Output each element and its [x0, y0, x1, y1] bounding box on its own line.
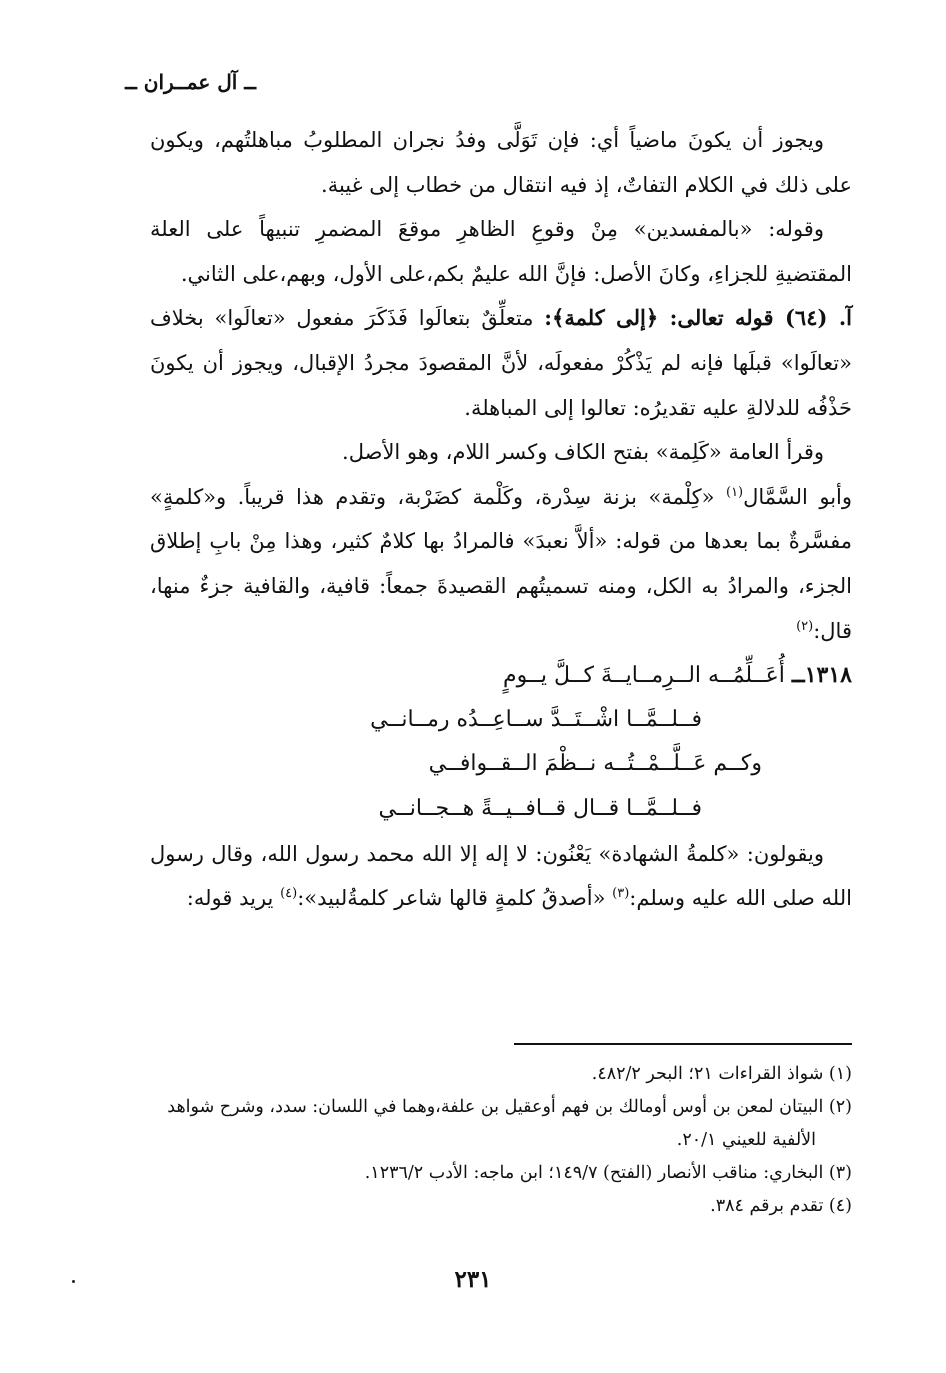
footnote: (٤) تقدم برقم ٣٨٤. — [710, 1196, 852, 1216]
footnote: (١) شواذ القراءات ٢١؛ البحر ٤٨٢/٢. — [591, 1064, 852, 1084]
footnote-ref: (١) — [725, 484, 744, 500]
main-text — [150, 118, 852, 921]
footnote-ref: (٣) — [612, 886, 630, 902]
paragraph — [150, 475, 852, 653]
verse-commentary-paragraph — [150, 296, 852, 430]
scan-speck — [72, 1280, 75, 1283]
poem-line — [150, 742, 852, 787]
paragraph-text: «كِلْمة» بزنة سِدْرة، وكَلْمة كضَرْبة، وتقدم هذا قريباً. و«كلمةٍ» مفسَّرةٌ بما بعدها من قوله: «ألاَّ نعبدَ» فالمرادُ بها كلامٌ كثير، وهذا مِنْ بابِ إطلاق الجزء، والمرادُ به الكل، ومنه تسميتُهم القصيدةَ جمعاً: قافية، والقافية جزءٌ منها، قال: — [150, 484, 852, 643]
verse-heading: آ. (٦٤) قوله تعالى: ﴿إلى كلمة﴾: — [544, 305, 852, 331]
poem-number: ١٣١٨ــ — [791, 662, 852, 689]
footnote: (٣) البخاري: مناقب الأنصار (الفتح) ١٤٩/٧؛ ابن ماجه: الأدب ١٢٣٦/٢. — [364, 1163, 852, 1183]
paragraph-text: متعلِّقٌ بتعالَوا فَذَكَرَ مفعول «تعالَوا» بخلاف «تعالَوا» قبلَها فإنه لم يَذْكُرْ مفعولَه، لأنَّ المقصودَ مجردُ الإقبال، ويجوز أن يكونَ حَذْفُه للدلالةِ عليه تقديرُه: تعالوا إلى المباهلة. — [150, 306, 852, 420]
poem-line — [150, 698, 852, 743]
paragraph — [150, 832, 852, 921]
paragraph-text: وأبو السَّمَّال — [743, 484, 853, 509]
paragraph-text: ويقولون: «كلمةُ الشهادة» يَعْنُون: لا إله إلا الله محمد رسول الله، وقال رسول الله صلى الله عليه وسلم: — [150, 841, 852, 911]
running-header: ــ آل عمــران ــ — [125, 70, 256, 94]
paragraph: وقوله: «بالمفسدين» مِنْ وقوعِ الظاهرِ موقعَ المضمرِ تنبيهاً على العلة المقتضيةِ للجزاءِ، وكانَ الأصل: فإنَّ الله عليمٌ بكم،على الأول، وبهم،على الثاني. — [150, 217, 852, 286]
footnotes — [150, 1058, 852, 1223]
page-number: ٢٣١ — [454, 1266, 492, 1293]
paragraph: ويجوز أن يكونَ ماضياً أي: فإن تَوَلَّى وفدُ نجران المطلوبُ مباهلتُهم، ويكون على ذلك في الكلام التفاتٌ، إذ فيه انتقال من خطاب إلى غيبة. — [150, 128, 852, 197]
poem-line — [150, 653, 852, 698]
paragraph-text: يريد قوله: — [186, 886, 281, 911]
paragraph: وقرأ العامة «كَلِمة» بفتح الكاف وكسر اللام، وهو الأصل. — [342, 440, 824, 465]
footnote-ref: (٢) — [796, 618, 814, 634]
footnote-divider — [514, 1043, 852, 1045]
poem-text: فــلــمَّــا قــال قــافــيــةً هــجــانــي — [378, 795, 702, 821]
poem-text: أُعَــلِّمُــه الــرِمــايــةَ كــلَّ يــومٍ — [502, 663, 785, 689]
poem-line — [150, 787, 852, 832]
paragraph-text: «أصدقُ كلمةٍ قالها شاعر كلمةُلبيد»: — [297, 886, 613, 911]
poem-text: وكــم عَــلَّــمْــتُــه نــظْمَ الــقــوافــي — [428, 751, 762, 777]
footnote-ref: (٤) — [280, 886, 298, 902]
poem-text: فــلــمَّــا اشْــتَــدَّ ســاعِــدُه رمــانــي — [370, 706, 702, 732]
footnote: (٢) البيتان لمعن بن أوس أومالك بن فهم أوعقيل بن علفة،وهما في اللسان: سدد، وشرح شواهد الألفية للعيني ٢٠/١. — [167, 1097, 852, 1150]
poem — [150, 653, 852, 831]
